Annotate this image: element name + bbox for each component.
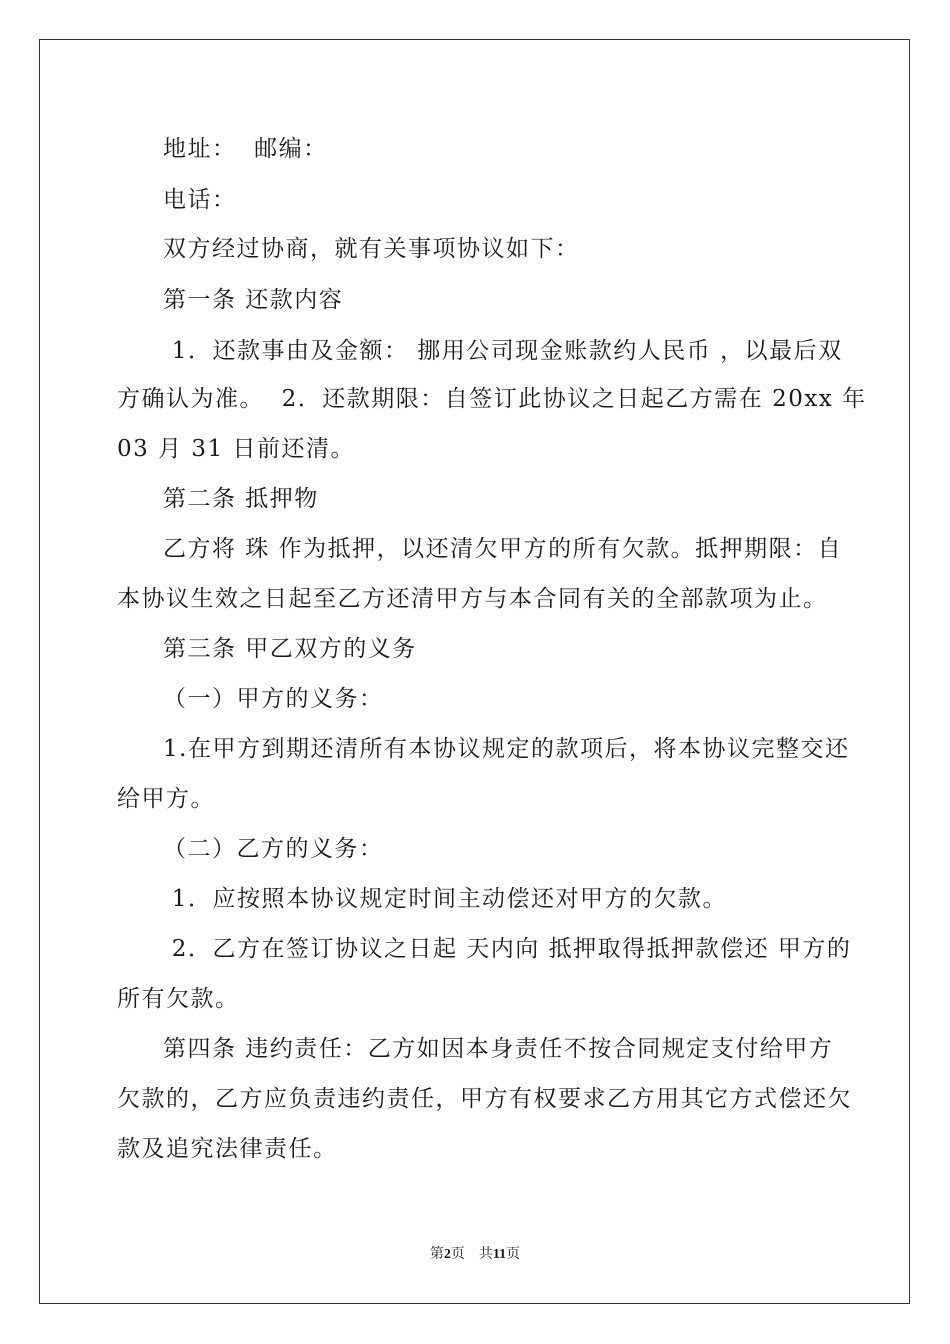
article-1-heading: 第一条 还款内容 [163,287,344,313]
article-4-line-3: 款及追究法律责任。 [117,1136,338,1162]
article-1-item-2-line-2: 03 月 31 日前还清。 [117,436,355,462]
footer-prefix: 第 [429,1247,444,1262]
article-1-item-1-line-2: 方确认为准。 2．还款期限：自签订此协议之日起乙方需在 20xx 年 [117,386,867,412]
article-2-heading: 第二条 抵押物 [163,486,319,512]
party-a-duties-heading: （一）甲方的义务： [163,686,384,712]
footer-suffix: 页 [506,1247,521,1262]
agreement-intro: 双方经过协商，就有关事项协议如下： [163,236,580,262]
footer-total-pages: 11 [492,1247,507,1262]
party-b-duty-1: 1．应按照本协议规定时间主动偿还对甲方的欠款。 [163,886,727,912]
party-a-duty-1-line-1: 1.在甲方到期还清所有本协议规定的款项后，将本协议完整交还 [163,736,850,762]
page-number-footer [0,1245,950,1265]
article-3-heading: 第三条 甲乙双方的义务 [163,636,417,662]
party-b-duties-heading: （二）乙方的义务： [163,836,384,862]
party-b-duty-2-line-2: 所有欠款。 [117,986,240,1012]
article-2-body-line-2: 本协议生效之日起至乙方还清甲方与本合同有关的全部款项为止。 [117,586,828,612]
article-1-item-1-line-1: 1．还款事由及金额： 挪用公司现金账款约人民币 ，以最后双 [163,338,843,364]
article-4-line-2: 欠款的，乙方应负责违约责任，甲方有权要求乙方用其它方式偿还欠 [117,1086,852,1112]
footer-mid: 页 共 [450,1247,493,1262]
article-4-line-1: 第四条 违约责任：乙方如因本身责任不按合同规定支付给甲方 [163,1036,834,1062]
phone-line: 电话： [163,187,237,213]
article-2-body-line-1: 乙方将 珠 作为抵押，以还清欠甲方的所有欠款。抵押期限：自 [163,536,843,562]
footer-current-page: 2 [443,1247,451,1262]
party-b-duty-2-line-1: 2．乙方在签订协议之日起 天内向 抵押取得抵押款偿还 甲方的 [163,936,852,962]
party-a-duty-1-line-2: 给甲方。 [117,786,215,812]
page-border [39,39,910,1304]
address-postcode-line: 地址： 邮编： [163,136,328,162]
